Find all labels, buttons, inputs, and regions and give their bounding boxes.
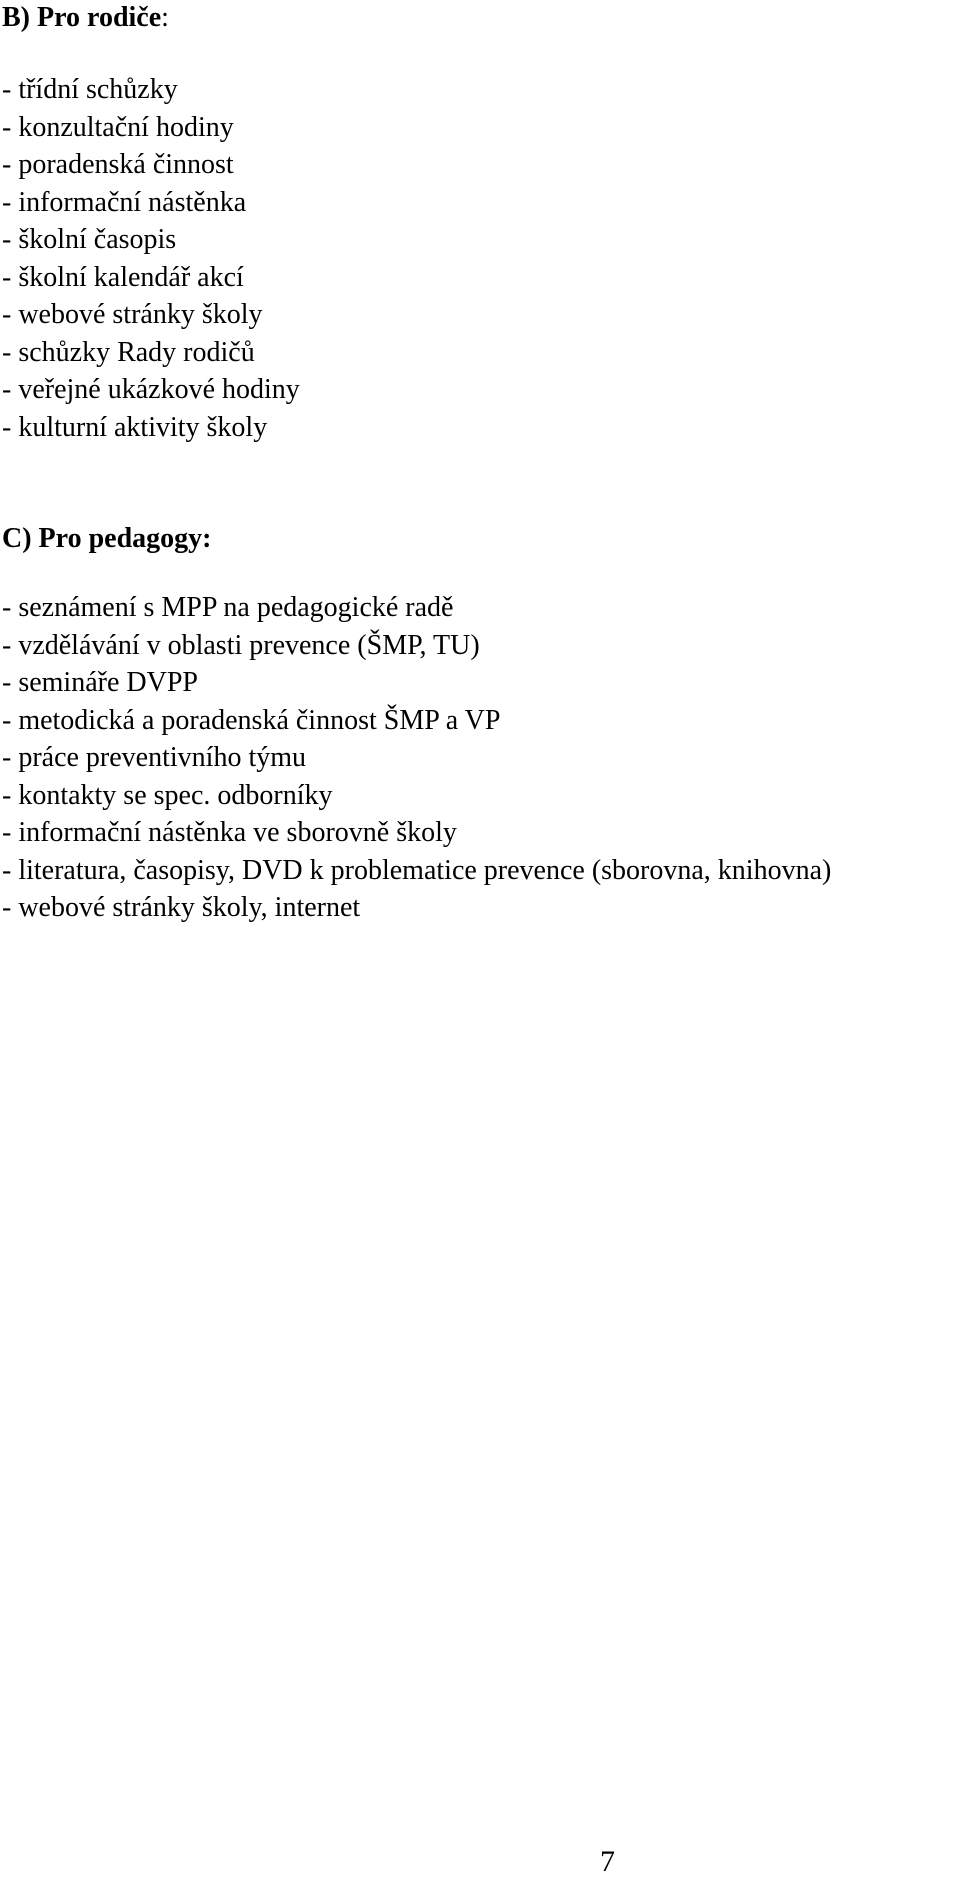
- list-item: - semináře DVPP: [2, 667, 198, 698]
- section-heading-teachers-title: C) Pro pedagogy:: [2, 523, 212, 554]
- list-item: - seznámení s MPP na pedagogické radě: [2, 592, 454, 623]
- teachers-activities-list: [2, 589, 831, 927]
- parents-activities-list: [2, 71, 300, 446]
- list-item: - školní kalendář akcí: [2, 261, 244, 293]
- list-item: - metodická a poradenská činnost ŠMP a VP: [2, 704, 501, 736]
- list-item: - veřejné ukázkové hodiny: [2, 374, 300, 405]
- section-heading-parents-title: B) Pro rodiče: [2, 2, 162, 33]
- list-item: - kulturní aktivity školy: [2, 411, 268, 443]
- section-heading-teachers: [2, 521, 211, 557]
- section-heading-parents-colon: :: [161, 2, 169, 33]
- list-item: - třídní schůzky: [2, 74, 178, 105]
- list-item: - školní časopis: [2, 224, 177, 255]
- list-item: - webové stránky školy: [2, 299, 263, 330]
- list-item: - schůzky Rady rodičů: [2, 336, 255, 368]
- list-item: - práce preventivního týmu: [2, 742, 307, 773]
- list-item: - informační nástěnka ve sborovně školy: [2, 817, 457, 848]
- list-item: - webové stránky školy, internet: [2, 892, 361, 923]
- list-item: - vzdělávání v oblasti prevence (ŠMP, TU): [2, 629, 480, 661]
- list-item: - konzultační hodiny: [2, 111, 234, 143]
- section-heading-parents: [2, 0, 169, 36]
- list-item: - poradenská činnost: [2, 149, 234, 180]
- page-number: 7: [600, 1845, 615, 1878]
- list-item: - kontakty se spec. odborníky: [2, 779, 333, 811]
- list-item: - informační nástěnka: [2, 186, 247, 218]
- list-item: - literatura, časopisy, DVD k problematice prevence (sborovna, knihovna): [2, 854, 832, 886]
